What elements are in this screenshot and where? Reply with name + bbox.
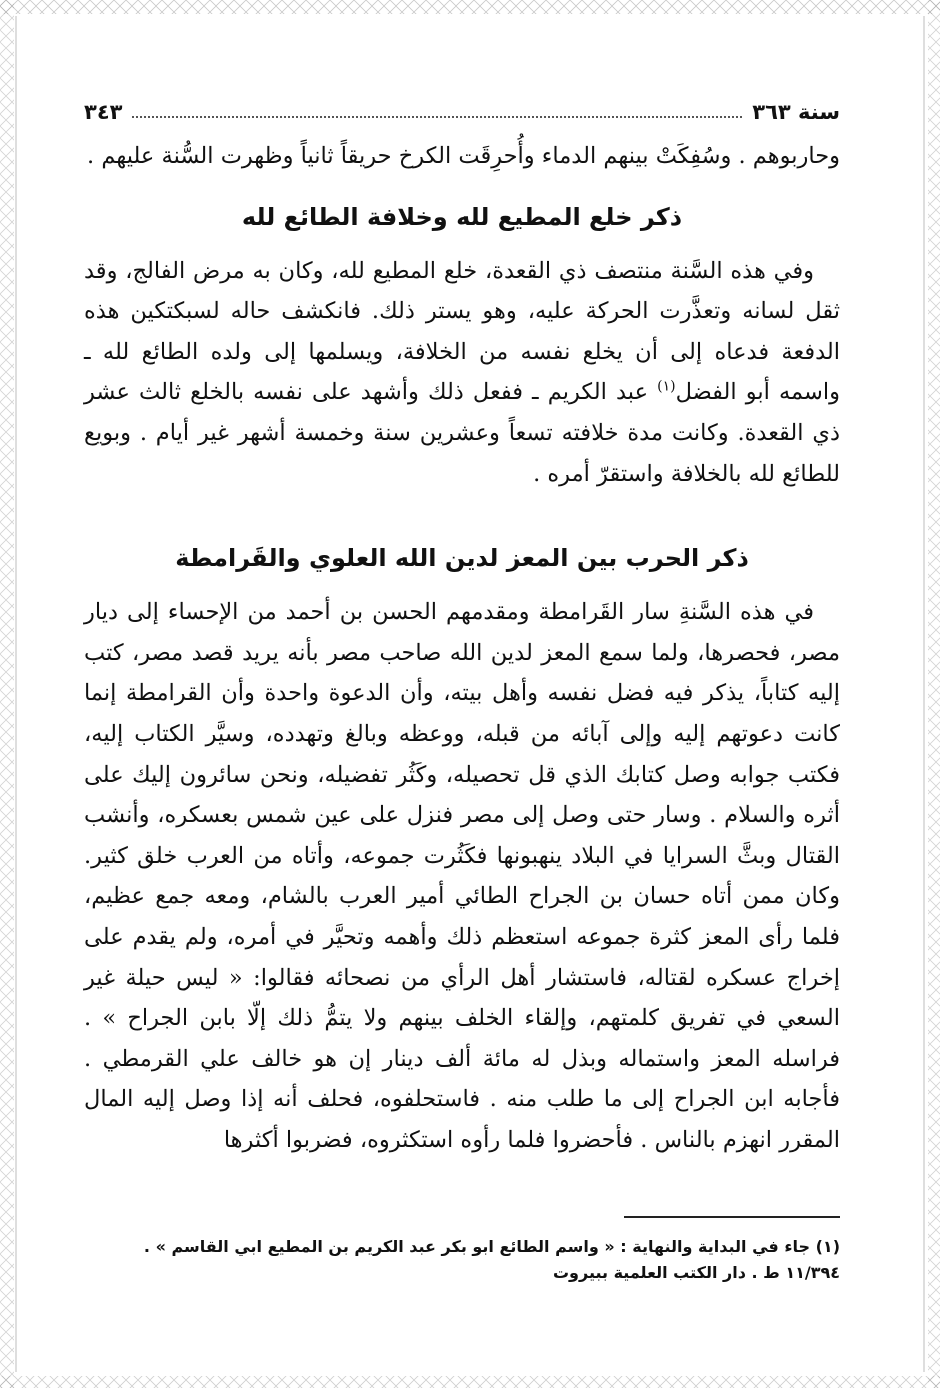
section-paragraph-qarmatian-war [84, 592, 840, 1160]
paragraph-text-part-2: عبد الكريم ـ ففعل ذلك وأشهد على نفسه بالخلع ثالث عشر ذي القعدة. وكانت مدة خلافته تسعاً وعشرين سنة وخمسة أشهر غير أيام . وبويع للطائع لله بالخلافة واستقرّ أمره . [84, 379, 840, 487]
footnote-separator [624, 1216, 840, 1218]
book-page [84, 92, 840, 1332]
running-header [84, 92, 840, 132]
header-year: سنة ٣٦٣ [752, 100, 840, 124]
section-heading-caliph-deposition: ذكر خلع المطيع لله وخلافة الطائع لله [241, 202, 683, 231]
header-dotted-leader [132, 116, 742, 118]
section-paragraph-caliph-deposition [84, 251, 840, 495]
paragraph-text: في هذه السَّنةِ سار القَرامطة ومقدمهم الحسن بن أحمد من الإحساء إلى ديار مصر، فحصرها، ولما سمع المعز لدين الله صاحب مصر بأنه يريد قصد مصر، كتب إليه كتاباً، يذكر فيه فضل نفسه وأهل بيته، وأن الدعوة واحدة وأن القرامطة إنما كانت دعوتهم إليه وإلى آبائه من قبله، ووعظه وبالغ وتهدده، وسيَّر الكتاب إليه، فكتب جوابه وصل كتابك الذي قل تحصيله، وكَثُر تفضيله، ونحن سائرون إليك على أثره والسلام . وسار حتى وصل إلى مصر فنزل على عين شمس بعسكره، وأنشب القتال وبثَّ السرايا في البلاد ينهبونها فكَثُرت جموعه، وأتاه من العرب خلق كثير. وكان ممن أتاه حسان بن الجراح الطائي أمير العرب بالشام، ومعه جمع عظيم، فلما رأى المعز كثرة جموعه استعظم ذلك وأهمه وتحيَّر في أمره، ولم يقدم على إخراج عسكره لقتاله، فاستشار أهل الرأي من نصحائه فقالوا: « ليس حيلة غير السعي في تفريق كلمتهم، وإلقاء الخلف بينهم ولا يتمُّ ذلك إلّا بابن الجراح » . فراسله المعز واستماله وبذل له مائة ألف دينار إن هو خالف علي القرمطي . فأجابه ابن الجراح إلى ما طلب منه . فاستحلفوه، فحلف أنه إذا وصل إليه المال المقرر انهزم بالناس . فأحضروا فلما رأوه استكثروه، فضربوا أكثرها [84, 599, 840, 1153]
section-heading-qarmatian-war: ذكر الحرب بين المعز لدين الله العلوي والقَرامطة [175, 544, 749, 573]
intro-paragraph: وحاربوهم . وسُفِكَتْ بينهم الدماء وأُحرِقَت الكرخ حريقاً ثانياً وظهرت السُّنة عليهم . [87, 143, 840, 169]
footnote-reference: (١) [657, 378, 676, 395]
page-number: ٣٤٣ [84, 100, 123, 124]
paragraph-text-part-1: وفي هذه السَّنة منتصف ذي القعدة، خلع المطيع لله، وكان به مرض الفالج، وقد ثقل لسانه وتعذَّرت الحركة عليه، وهو يستر ذلك. فانكشف حاله لسبكتكين هذه الدفعة فدعاه إلى أن يخلع نفسه من الخلافة، ويسلمها إلى ولده الطائع لله ـ واسمه أبو الفضل [84, 257, 840, 406]
footnote: (١) جاء في البداية والنهاية : « واسم الطائع ابو بكر عبد الكريم بن المطيع ابي القاسم » . ١١/٣٩٤ ط . دار الكتب العلمية ببيروت [143, 1237, 840, 1282]
